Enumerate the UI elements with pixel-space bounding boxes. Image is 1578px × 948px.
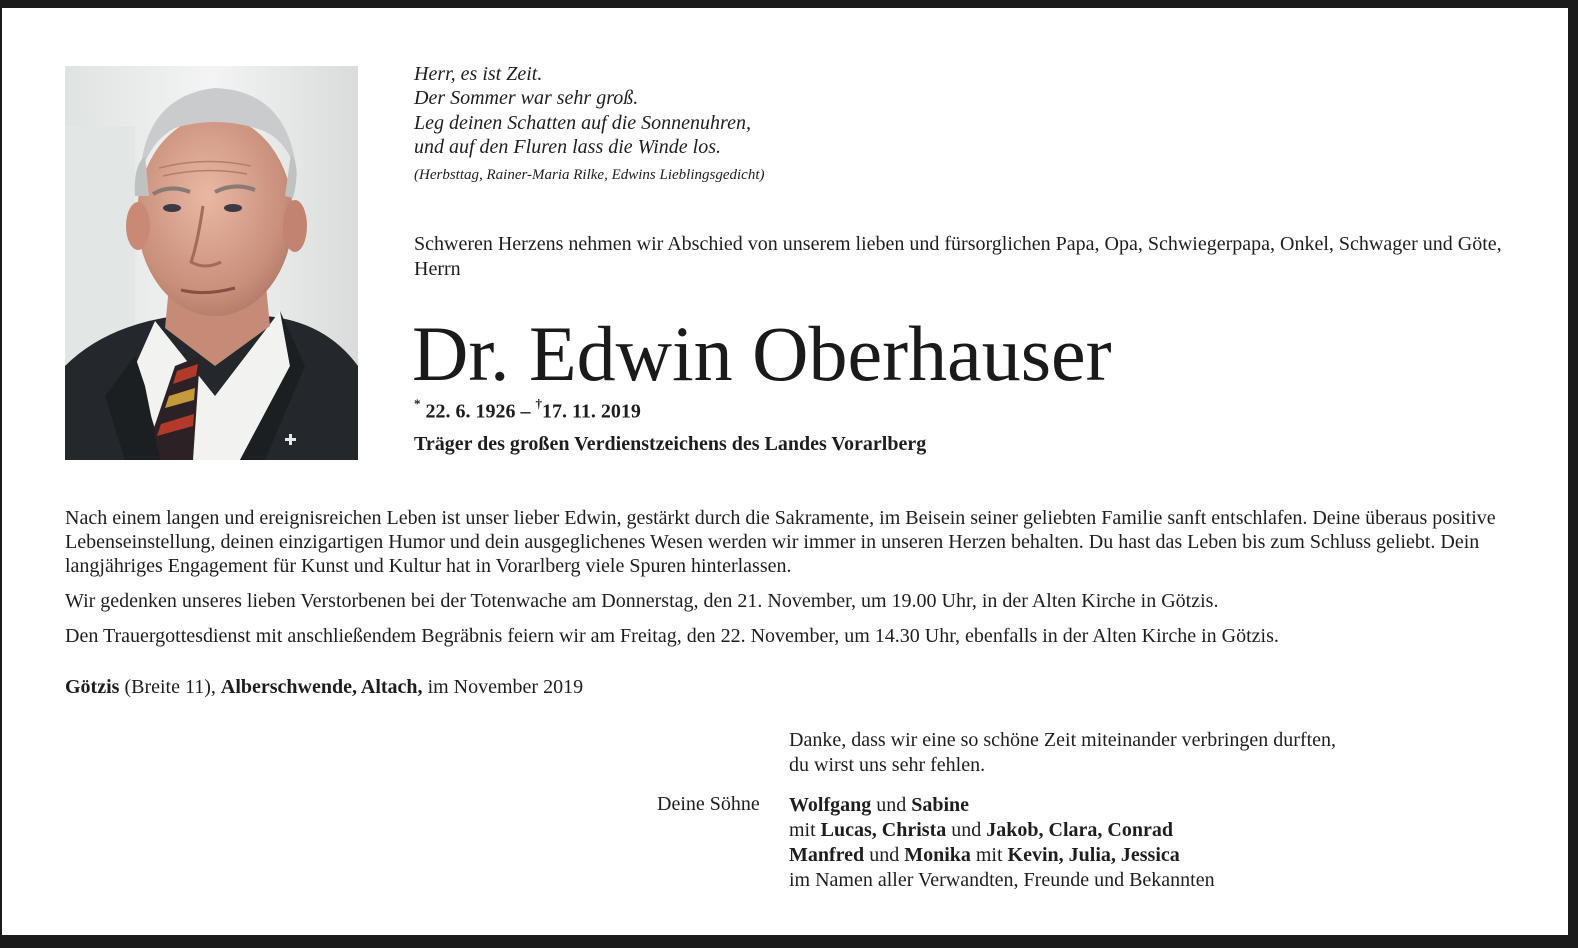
- poem-line: und auf den Fluren lass die Winde los.: [414, 135, 722, 158]
- place-towns: Alberschwende, Altach,: [220, 676, 423, 698]
- signature-name: Kevin, Julia, Jessica: [1007, 844, 1180, 866]
- poem-line: Der Sommer war sehr groß.: [414, 87, 639, 110]
- signature-line: [789, 793, 1215, 818]
- death-date: 17. 11. 2019: [542, 400, 641, 423]
- poem-line: Leg deinen Schatten auf die Sonnenuhren,: [414, 111, 751, 134]
- signature-block: [789, 793, 1215, 893]
- poem-line: Herr, es ist Zeit.: [414, 63, 543, 85]
- deceased-name: Dr. Edwin Oberhauser: [412, 310, 1112, 397]
- portrait-illustration: [65, 66, 358, 460]
- poem: [414, 62, 765, 185]
- signature-connector: und: [946, 819, 987, 841]
- intro-text: Schweren Herzens nehmen wir Abschied von unserem lieben und fürsorglichen Papa, Opa, Schwiegerpapa, Onkel, Schwager und Göte, Herrn: [414, 233, 1502, 280]
- signature-name: Lucas, Christa: [820, 819, 947, 841]
- thanks-text: Danke, dass wir eine so schöne Zeit miteinander verbringen durften, du wirst uns sehr fehlen.: [789, 729, 1337, 776]
- poem-source: (Herbsttag, Rainer-Maria Rilke, Edwins Lieblingsgedicht): [414, 167, 765, 184]
- life-dates: [414, 398, 641, 424]
- signature-name: Monika: [904, 844, 971, 866]
- signature-name: Manfred: [789, 844, 865, 866]
- portrait-photo: [65, 66, 358, 460]
- birth-symbol: *: [414, 396, 421, 411]
- honor-title: Träger des großen Verdienstzeichens des Landes Vorarlberg: [414, 433, 927, 455]
- signature-name: Sabine: [911, 794, 970, 816]
- signature-line: im Namen aller Verwandten, Freunde und Bekannten: [789, 869, 1215, 891]
- body-text: [65, 506, 1525, 659]
- signature-connector: mit: [789, 819, 821, 841]
- signature-line: [789, 843, 1215, 868]
- signature-connector: und: [871, 794, 912, 816]
- signature-name: Wolfgang: [789, 794, 872, 816]
- signature-name: Jakob, Clara, Conrad: [986, 819, 1173, 841]
- body-paragraph: Den Trauergottesdienst mit anschließendem Begräbnis feiern wir am Freitag, den 22. November, um 14.30 Uhr, ebenfalls in der Alten Kirche in Götzis.: [65, 625, 1279, 647]
- signature-connector: mit: [970, 844, 1008, 866]
- date-separator: –: [520, 400, 531, 423]
- place-month: im November 2019: [422, 676, 584, 698]
- place-town: Götzis: [65, 676, 120, 698]
- body-paragraph: Wir gedenken unseres lieben Verstorbenen bei der Totenwache am Donnerstag, den 21. November, um 19.00 Uhr, in der Alten Kirche in Götzis.: [65, 590, 1219, 612]
- body-paragraph: Nach einem langen und ereignisreichen Leben ist unser lieber Edwin, gestärkt durch die Sakramente, im Beisein seiner geliebten Familie sanft entschlafen. Deine überaus positive Lebenseinstellung, deinen einzigartigen Humor und dein ausgeglichenes Wesen werden wir immer in unseren Herzen behalten. Du hast das Leben bis zum Schluss geliebt. Dein langjähriges Engagement für Kunst und Kultur hat in Vorarlberg viele Spuren hinterlassen.: [65, 507, 1496, 577]
- signature-line: [789, 818, 1215, 843]
- death-symbol: †: [535, 396, 542, 411]
- signature-label: Deine Söhne: [657, 793, 760, 815]
- place-address: (Breite 11),: [119, 676, 221, 698]
- place-date: [65, 676, 583, 699]
- birth-date: 22. 6. 1926: [425, 400, 516, 423]
- signature-connector: und: [864, 844, 905, 866]
